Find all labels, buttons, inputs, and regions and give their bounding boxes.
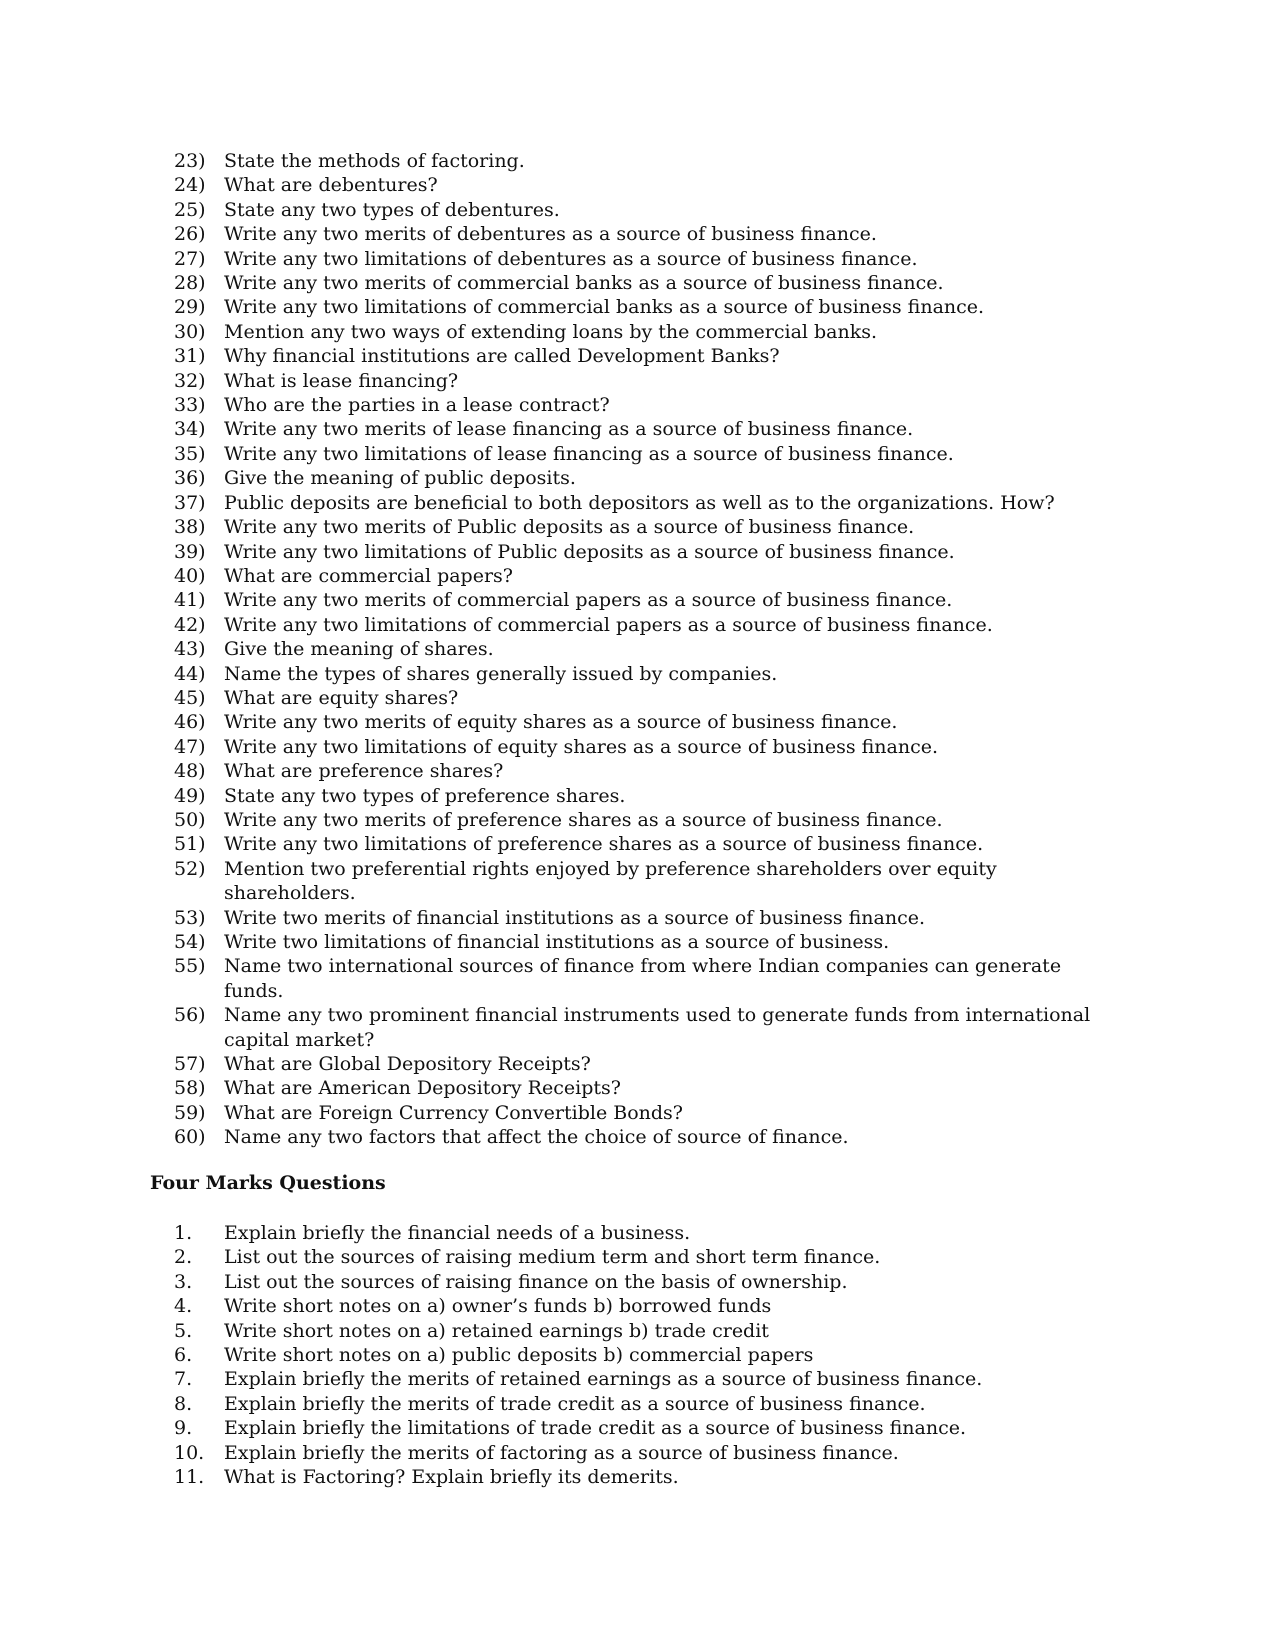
question-text: Write any two merits of lease financing as a source of business finance. [224,418,914,441]
question-item [150,1245,1110,1269]
question-number [150,1245,224,1269]
question-item [150,1270,1110,1294]
question-number [150,1294,224,1318]
question-number-label: 42) [174,613,206,636]
question-number-label: 28) [174,272,206,295]
question-number-label: 52) [174,857,206,880]
question-item [150,1367,1110,1391]
question-item [150,295,1110,319]
question-text: Name any two prominent financial instruments used to generate funds from international capital market? [224,1004,1091,1051]
question-number-label: 56) [174,1004,206,1027]
question-number [150,247,224,271]
question-item [150,588,1110,612]
question-number-label: 4. [174,1295,193,1318]
question-item [150,1343,1110,1367]
question-number [150,784,224,808]
question-text: What are commercial papers? [224,564,513,587]
question-text: Write any two merits of commercial papers as a source of business finance. [224,589,953,612]
question-number-label: 46) [174,711,206,734]
question-text: Explain briefly the merits of factoring as a source of business finance. [224,1441,899,1464]
question-item [150,1076,1110,1100]
question-item [150,1052,1110,1076]
question-text: Explain briefly the financial needs of a business. [224,1222,691,1244]
question-text: Public deposits are beneficial to both depositors as well as to the organizations. How? [224,491,1055,514]
question-number-label: 26) [174,223,206,246]
question-item [150,1003,1110,1052]
question-text: Explain briefly the limitations of trade credit as a source of business finance. [224,1417,967,1440]
question-number [150,442,224,466]
question-number [150,857,224,881]
question-item [150,1101,1110,1125]
question-number-label: 39) [174,540,206,563]
question-item [150,247,1110,271]
question-text: Name the types of shares generally issued by companies. [224,662,778,685]
question-number [150,686,224,710]
question-number-label: 25) [174,198,206,221]
question-item [150,613,1110,637]
question-number [150,832,224,856]
question-item [150,857,1110,906]
question-text: Write two limitations of financial institutions as a source of business. [224,931,890,953]
question-number [150,710,224,734]
question-item [150,906,1110,930]
question-text: What are preference shares? [224,760,504,783]
question-number [150,1101,224,1125]
question-number-label: 24) [174,174,206,197]
question-number-label: 2. [174,1246,193,1269]
question-item [150,344,1110,368]
question-number-label: 32) [174,369,206,392]
question-item [150,637,1110,661]
question-number [150,393,224,417]
question-item [150,759,1110,783]
question-text: List out the sources of raising medium term and short term finance. [224,1246,881,1269]
question-number-label: 23) [174,150,206,172]
question-number-label: 45) [174,686,206,709]
question-text: State any two types of debentures. [224,198,560,221]
question-number-label: 11. [174,1466,205,1489]
question-item [150,1319,1110,1343]
question-number [150,1465,224,1489]
question-item [150,393,1110,417]
question-text: Write two merits of financial institutions as a source of business finance. [224,906,926,929]
question-text: Give the meaning of public deposits. [224,467,576,490]
question-text: Write short notes on a) public deposits b) commercial papers [224,1344,814,1367]
question-number-label: 8. [174,1392,193,1415]
question-item [150,1221,1110,1245]
question-number-label: 51) [174,833,206,856]
question-number-label: 36) [174,467,206,490]
question-number [150,1076,224,1100]
question-text: What are debentures? [224,174,438,197]
question-text: Write any two limitations of preference shares as a source of business finance. [224,833,984,856]
question-number-label: 44) [174,662,206,685]
question-number [150,759,224,783]
question-item [150,369,1110,393]
question-number [150,1392,224,1416]
question-text: Write any two limitations of lease financing as a source of business finance. [224,442,954,465]
question-text: Write any two merits of commercial banks as a source of business finance. [224,272,944,295]
question-number [150,1416,224,1440]
question-text: Write any two limitations of Public deposits as a source of business finance. [224,540,955,563]
question-number-label: 7. [174,1368,193,1391]
question-text: Explain briefly the merits of trade credit as a source of business finance. [224,1392,926,1415]
question-item [150,1125,1110,1149]
one-mark-question-list [150,149,1110,1150]
question-number-label: 50) [174,808,206,831]
question-item [150,686,1110,710]
question-number-label: 9. [174,1417,193,1440]
question-text: What are Global Depository Receipts? [224,1053,591,1076]
question-item [150,540,1110,564]
question-item [150,222,1110,246]
question-text: What is Factoring? Explain briefly its demerits. [224,1466,679,1489]
question-number [150,954,224,978]
question-number-label: 3. [174,1270,193,1293]
question-number-label: 57) [174,1053,206,1076]
question-number-label: 35) [174,442,206,465]
question-item [150,491,1110,515]
question-number-label: 5. [174,1319,193,1342]
question-item [150,466,1110,490]
question-item [150,954,1110,1003]
question-text: List out the sources of raising finance on the basis of ownership. [224,1270,848,1293]
question-item [150,442,1110,466]
question-number-label: 55) [174,955,206,978]
question-item [150,832,1110,856]
question-item [150,320,1110,344]
question-number [150,369,224,393]
question-number [150,1343,224,1367]
question-number [150,1441,224,1465]
question-number-label: 54) [174,931,206,953]
question-item [150,1294,1110,1318]
question-number [150,564,224,588]
question-item [150,1392,1110,1416]
question-item [150,735,1110,759]
question-text: Write any two limitations of equity shares as a source of business finance. [224,735,939,758]
question-number-label: 38) [174,516,206,539]
question-number [150,540,224,564]
question-text: Write any two limitations of commercial papers as a source of business finance. [224,613,993,636]
section-heading-four-marks: Four Marks Questions [150,1172,386,1194]
question-number [150,735,224,759]
question-number-label: 53) [174,906,206,929]
question-text: Write short notes on a) retained earnings b) trade credit [224,1319,769,1342]
question-text: Write any two merits of equity shares as a source of business finance. [224,711,898,734]
question-text: Give the meaning of shares. [224,638,494,661]
question-number [150,1319,224,1343]
question-number [150,613,224,637]
question-text: Name any two factors that affect the choice of source of finance. [224,1126,849,1149]
question-number-label: 59) [174,1101,206,1124]
question-text: What is lease financing? [224,369,459,392]
question-number [150,906,224,930]
question-number-label: 30) [174,320,206,343]
question-number-label: 60) [174,1126,206,1149]
question-number [150,271,224,295]
question-number-label: 37) [174,491,206,514]
question-number-label: 10. [174,1441,205,1464]
question-number-label: 31) [174,345,206,368]
question-item [150,515,1110,539]
question-text: What are Foreign Currency Convertible Bonds? [224,1101,683,1124]
question-number-label: 27) [174,247,206,270]
question-number-label: 48) [174,760,206,783]
question-text: State any two types of preference shares. [224,784,626,807]
question-text: Who are the parties in a lease contract? [224,394,610,417]
question-number [150,466,224,490]
question-number [150,222,224,246]
question-number [150,588,224,612]
question-text: Why financial institutions are called Development Banks? [224,345,780,368]
question-text: Write any two limitations of commercial banks as a source of business finance. [224,296,985,319]
question-number [150,295,224,319]
question-item [150,662,1110,686]
question-number [150,1270,224,1294]
question-text: What are equity shares? [224,686,459,709]
question-text: Write any two limitations of debentures as a source of business finance. [224,247,918,270]
question-item [150,173,1110,197]
question-number [150,1125,224,1149]
question-number-label: 47) [174,735,206,758]
question-item [150,417,1110,441]
four-mark-question-list [150,1221,1110,1489]
question-number [150,1367,224,1391]
question-number [150,930,224,954]
question-item [150,564,1110,588]
question-item [150,710,1110,734]
question-number-label: 33) [174,394,206,417]
question-text: Write short notes on a) owner’s funds b) borrowed funds [224,1295,772,1318]
question-number [150,344,224,368]
question-text: Mention any two ways of extending loans by the commercial banks. [224,320,878,343]
question-text: Name two international sources of finance from where Indian companies can generate funds. [224,955,1062,1002]
question-number [150,173,224,197]
question-number-label: 49) [174,784,206,807]
question-text: Write any two merits of Public deposits as a source of business finance. [224,516,915,539]
question-item [150,784,1110,808]
question-text: Write any two merits of preference shares as a source of business finance. [224,808,943,831]
question-number-label: 58) [174,1077,206,1100]
question-number [150,417,224,441]
question-text: State the methods of factoring. [224,150,525,172]
question-item [150,1465,1110,1489]
question-item [150,1416,1110,1440]
question-number-label: 6. [174,1344,193,1367]
question-number-label: 34) [174,418,206,441]
question-text: Write any two merits of debentures as a source of business finance. [224,223,877,246]
question-number [150,198,224,222]
question-text: Mention two preferential rights enjoyed by preference shareholders over equity shareholders. [224,857,997,905]
question-item [150,149,1110,173]
question-item [150,930,1110,954]
question-item [150,1441,1110,1465]
question-item [150,808,1110,832]
question-number [150,320,224,344]
question-number [150,515,224,539]
question-number [150,637,224,661]
question-text: Explain briefly the merits of retained earnings as a source of business finance. [224,1368,983,1391]
question-number-label: 43) [174,638,206,661]
question-number [150,1003,224,1027]
question-number-label: 29) [174,296,206,319]
question-number [150,662,224,686]
question-number-label: 1. [174,1222,193,1244]
question-number-label: 41) [174,589,206,612]
question-number-label: 40) [174,564,206,587]
question-item [150,271,1110,295]
question-number [150,1052,224,1076]
question-item [150,198,1110,222]
question-number [150,1221,224,1245]
question-number [150,491,224,515]
question-text: What are American Depository Receipts? [224,1077,621,1100]
question-number [150,149,224,173]
question-number [150,808,224,832]
